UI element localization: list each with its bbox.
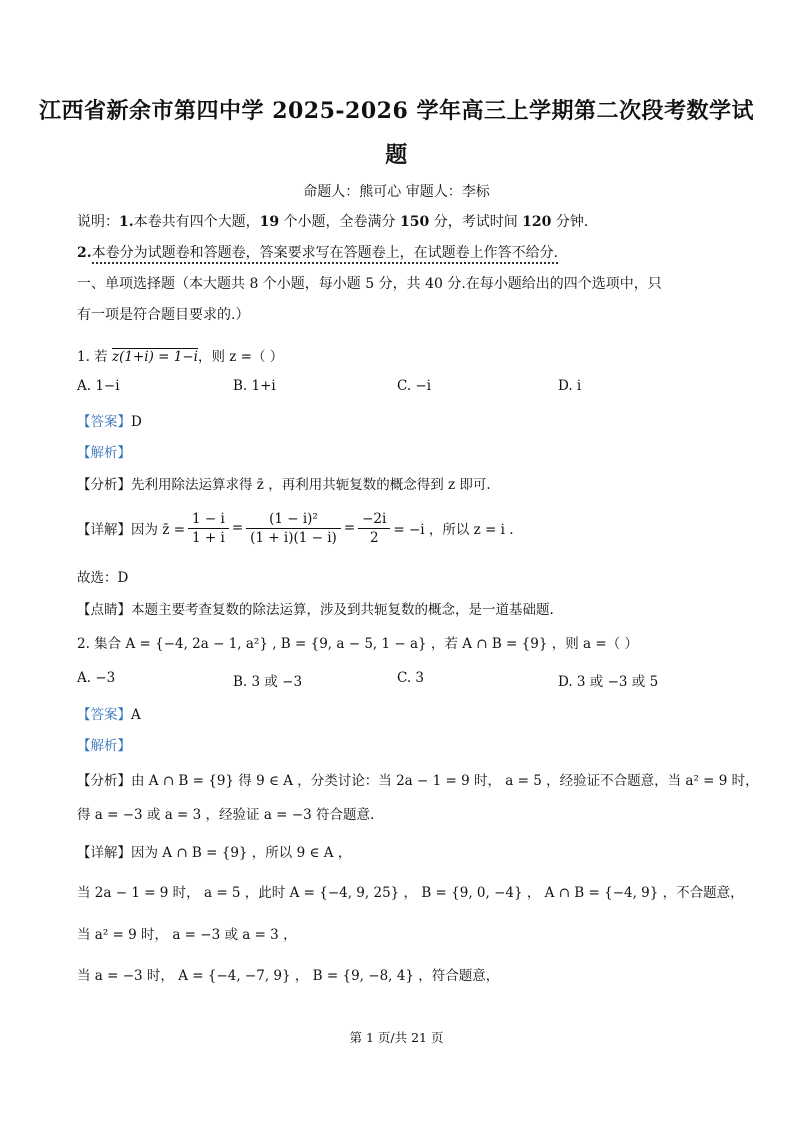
q1-fraction-1: $\frac{1 - i}{1 + i}$ [188, 511, 229, 546]
q1-analysis-tag: 【解析】 [77, 445, 131, 461]
q1-fraction-3: $\frac{-2i}{2}$ [358, 511, 390, 546]
q1-option-a: A. 1−i [77, 378, 120, 394]
page-footer: 第 1 页/共 21 页 [349, 1030, 444, 1045]
q2-option-b: B. 3 或 −3 [233, 674, 303, 690]
q1-guxuan: 故选：D [77, 570, 129, 586]
section1-heading-line1: 一、单项选择题（本大题共 8 个小题，每小题 5 分，共 40 分.在每小题给出的四个选项中，只 [77, 276, 662, 292]
page-title-line2: 题 [385, 142, 408, 168]
q1-answer: 【答案】D [77, 414, 142, 430]
q1-option-c: C. −i [397, 378, 432, 394]
q2-case2: 当 a² = 9 时， a = −3 或 a = 3 ， [77, 927, 297, 943]
q2-fenxi-line2: 得 a = −3 或 a = 3 ，经验证 a = −3 符合题意. [77, 807, 375, 823]
q1-option-d: D. i [558, 378, 582, 394]
authors: 命题人：熊可心 审题人：李标 [303, 184, 490, 200]
q1-fenxi: 【分析】先利用除法运算求得 z̄ ，再利用共轭复数的概念得到 z 即可. [77, 477, 491, 493]
q2-stem: 2. 集合 A = {−4, 2a − 1, a²} , B = {9, a − 5, 1 − a} ，若 A ∩ B = {9} ，则 a =（ ） [77, 636, 638, 652]
q1-dianjing: 【点睛】本题主要考查复数的除法运算，涉及到共轭复数的概念，是一道基础题. [77, 602, 554, 618]
q2-option-c: C. 3 [397, 670, 425, 686]
q1-option-b: B. 1+i [233, 378, 276, 394]
page-title-line1: 江西省新余市第四中学 2025-2026 学年高三上学期第二次段考数学试 [39, 98, 754, 124]
q2-fenxi-line1: 【分析】由 A ∩ B = {9} 得 9 ∈ A ，分类讨论：当 2a − 1 = 9 时， a = 5 ，经验证不合题意，当 a² = 9 时， [77, 773, 759, 789]
instruction-line1: 说明：1.本卷共有四个大题，19 个小题，全卷满分 150 分，考试时间 120 分钟. [77, 214, 589, 230]
instruction-line2: 2.本卷分为试题卷和答题卷，答案要求写在答题卷上，在试题卷上作答不给分. [77, 242, 558, 262]
q2-option-a: A. −3 [77, 670, 116, 686]
q2-analysis-tag: 【解析】 [77, 738, 131, 754]
q2-option-d: D. 3 或 −3 或 5 [558, 674, 659, 690]
q1-stem: 1. 若 z(1+i) = 1−i，则 z =（ ） [77, 349, 284, 365]
q2-xiangjie: 【详解】因为 A ∩ B = {9} ，所以 9 ∈ A ， [77, 845, 352, 861]
q2-answer: 【答案】A [77, 707, 141, 723]
q2-case3: 当 a = −3 时， A = {−4, −7, 9} ， B = {9, −8, 4} ，符合题意， [77, 968, 500, 984]
q1-xiangjie: 【详解】 因为 z̄ = $\frac{1 - i}{1 + i}$ = $\frac{\text{(1 − i)²}}{(1 + i)(1 - i)}$ = $\frac{-2i}{2}$ = −i ，所以 z = i . [77, 510, 514, 546]
q1-fraction-2: $\frac{\text{(1 − i)²}}{(1 + i)(1 - i)}$ [246, 511, 341, 546]
section1-heading-line2: 有一项是符合题目要求的.） [77, 307, 250, 323]
q2-case1: 当 2a − 1 = 9 时， a = 5 ，此时 A = {−4, 9, 25} ， B = {9, 0, −4} ， A ∩ B = {−4, 9} ，不合题意， [77, 885, 744, 901]
